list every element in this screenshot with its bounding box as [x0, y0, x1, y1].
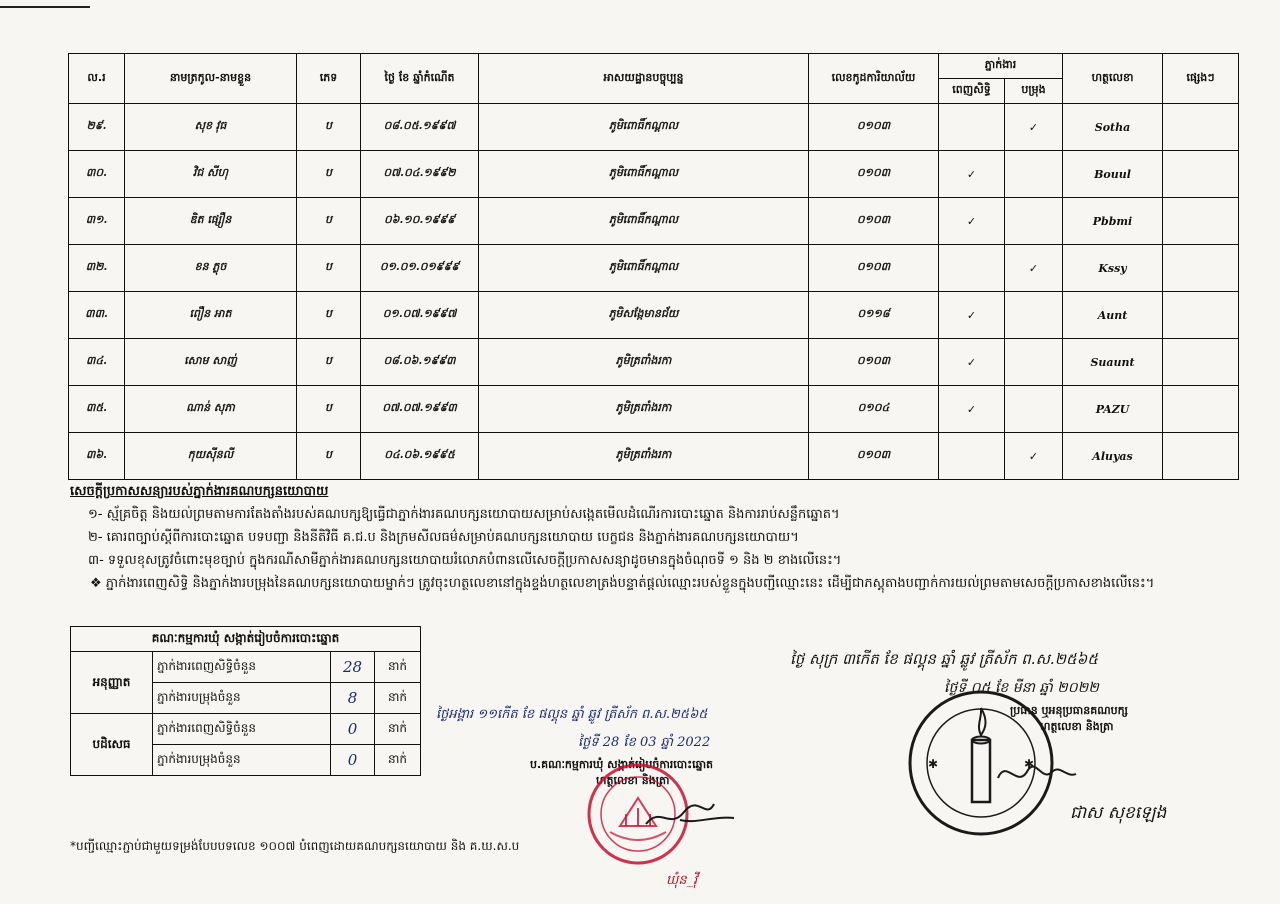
cell-sex: ប [297, 198, 361, 245]
agent-list-table [68, 53, 1239, 480]
reserve-agents-label: ភ្នាក់ងារបម្រុងចំនួន [153, 683, 331, 714]
cell-signature: Sotha [1063, 104, 1163, 151]
party-sign-subtitle: ហត្ថលេខា និងត្រា [1040, 720, 1114, 733]
cell-remark [1163, 198, 1239, 245]
reserve-agents-label: ភ្នាក់ងារបម្រុងចំនួន [153, 745, 331, 776]
party-lunar-date: ថ្ងៃ សុក្រ ៣កើត ខែ ផល្គុន ឆ្នាំ ឆ្លូវ ត្រីស័ក ព.ស.២៥៦៥ [790, 650, 1098, 668]
table-row [69, 292, 1239, 339]
table-row [69, 104, 1239, 151]
approved-main-count: 28 [331, 652, 375, 683]
cell-reserve-agent-check [1005, 386, 1063, 433]
notes-item: ២- គោរពច្បាប់ស្ដីពីការបោះឆ្នោត បទបញ្ជា និងនីតិវិធី គ.ជ.ប និងក្រមសីលធម៌សម្រាប់គណបក្សនយោបាយ បេក្ខជន និងភ្នាក់ងារគណបក្សនយោបាយ។ [88, 530, 799, 545]
cell-dob: ០៨.០៥.១៩៩៧ [361, 104, 479, 151]
cell-name: កុយសុីនលី [125, 433, 297, 480]
cell-no: ៣០. [69, 151, 125, 198]
cell-dob: ០១.០៧.១៩៩៧ [361, 292, 479, 339]
cell-office-code: ០១០៤ [809, 386, 939, 433]
table-row [69, 339, 1239, 386]
commission-signer-name: ឃុំន_វុី [666, 873, 698, 888]
cell-dob: ០១.០១.០១៩៩៩ [361, 245, 479, 292]
cell-main-agent-check: ✓ [939, 198, 1005, 245]
table-row [69, 151, 1239, 198]
cell-no: ៣១. [69, 198, 125, 245]
cell-remark [1163, 433, 1239, 480]
cell-remark [1163, 339, 1239, 386]
cell-reserve-agent-check [1005, 198, 1063, 245]
approved-label: អនុញ្ញាត [71, 652, 153, 714]
cell-office-code: ០១០៣ [809, 151, 939, 198]
header-name: នាមត្រកូល-នាមខ្លួន [125, 54, 297, 104]
cell-name: ខន ភ្លុច [125, 245, 297, 292]
cell-office-code: ០១០៣ [809, 433, 939, 480]
unit-label: នាក់ [375, 714, 421, 745]
cell-office-code: ០១១៨ [809, 292, 939, 339]
cell-reserve-agent-check [1005, 292, 1063, 339]
approved-reserve-count: 8 [331, 683, 375, 714]
cell-office-code: ០១០៣ [809, 339, 939, 386]
cell-reserve-agent-check: ✓ [1005, 433, 1063, 480]
cell-main-agent-check [939, 104, 1005, 151]
cell-main-agent-check: ✓ [939, 292, 1005, 339]
header-signature: ហត្ថលេខា [1063, 54, 1163, 104]
svg-text:✱: ✱ [1024, 757, 1035, 771]
rejected-main-count: 0 [331, 714, 375, 745]
cell-signature: Bouul [1063, 151, 1163, 198]
cell-address: ភូមិត្រពាំងរកា [479, 339, 809, 386]
cell-sex: ប [297, 104, 361, 151]
cell-dob: ០៧.០៧.១៩៩៣ [361, 386, 479, 433]
cell-signature: Aluyas [1063, 433, 1163, 480]
cell-remark [1163, 245, 1239, 292]
cell-reserve-agent-check: ✓ [1005, 104, 1063, 151]
table-row [69, 245, 1239, 292]
cell-main-agent-check [939, 433, 1005, 480]
header-address: អាសយដ្ឋានបច្ចុប្បន្ន [479, 54, 809, 104]
cell-office-code: ០១០៣ [809, 104, 939, 151]
main-agents-label: ភ្នាក់ងារពេញសិទ្ធិចំនួន [153, 714, 331, 745]
cell-signature: Pbbmi [1063, 198, 1163, 245]
cell-remark [1163, 151, 1239, 198]
cell-office-code: ០១០៣ [809, 198, 939, 245]
cell-no: ៣៣. [69, 292, 125, 339]
cell-address: ភូមិសង្កែមានជ័យ [479, 292, 809, 339]
unit-label: នាក់ [375, 652, 421, 683]
commission-lunar-date: ថ្ងៃអង្គារ ១១កើត ខែ ផល្គុន ឆ្នាំ ឆ្លូវ ត្រីស័ក ព.ស.២៥៦៥ [436, 707, 708, 722]
commission-signature [640, 790, 740, 840]
cell-signature: Kssy [1063, 245, 1163, 292]
notes-bullet-text: ភ្នាក់ងារពេញសិទ្ធិ និងភ្នាក់ងារបម្រុងនៃគណបក្សនយោបាយម្នាក់ៗ ត្រូវចុះហត្ថលេខានៅក្នុងខ្ទង់ហត្ថលេខាត្រង់បន្ទាត់ផ្ដល់ឈ្មោះរបស់ខ្លួនក្នុងបញ្ជីឈ្មោះនេះ ដើម្បីជាភស្ដុតាងបញ្ជាក់ការយល់ព្រមតាមសេចក្ដីប្រកាសខាងលើនេះ។ [105, 576, 1155, 591]
commission-solar-date: ថ្ងៃទី 28 ខែ 03 ឆ្នាំ 2022 [578, 735, 711, 750]
header-dob: ថ្ងៃ ខែ ឆ្នាំកំណើត [361, 54, 479, 104]
table-row [69, 386, 1239, 433]
cell-main-agent-check: ✓ [939, 386, 1005, 433]
table-row [69, 198, 1239, 245]
footer-note: *បញ្ជីឈ្មោះភ្ជាប់ជាមួយទម្រង់បែបបទលេខ ១០០៧ បំពេញដោយគណបក្សនយោបាយ និង គ.ឃ.ស.ប [70, 839, 520, 853]
party-signer-name: ជាស សុខឡេង [1070, 803, 1167, 823]
cell-no: ២៩. [69, 104, 125, 151]
table-row [69, 433, 1239, 480]
cell-reserve-agent-check [1005, 339, 1063, 386]
page-edge [0, 0, 90, 8]
header-agent: ភ្នាក់ងារ [939, 54, 1063, 79]
commission-sign-subtitle: ហត្ថលេខា និងត្រា [596, 774, 670, 787]
cell-no: ៣៦. [69, 433, 125, 480]
commission-table [70, 626, 421, 776]
cell-sex: ប [297, 245, 361, 292]
cell-address: ភូមិពោធិ៍កណ្ដាល [479, 245, 809, 292]
cell-name: ឌិត ផ្សឿន [125, 198, 297, 245]
cell-sex: ប [297, 433, 361, 480]
party-sign-title: ប្រធាន ឬអនុប្រធានគណបក្ស [1010, 704, 1128, 717]
cell-no: ៣២. [69, 245, 125, 292]
cell-name: សោម សាញ់ [125, 339, 297, 386]
cell-name: សុខ វុធ [125, 104, 297, 151]
cell-signature: Aunt [1063, 292, 1163, 339]
notes-item: ៣- ទទួលខុសត្រូវចំពោះមុខច្បាប់ ក្នុងករណីសាមីភ្នាក់ងារគណបក្សនយោបាយរំលោភបំពានលើសេចក្ដីប្រកាសសន្យាដូចមានក្នុងចំណុចទី ១ និង ២ ខាងលើនេះ។ [88, 553, 842, 568]
cell-main-agent-check: ✓ [939, 339, 1005, 386]
cell-remark [1163, 292, 1239, 339]
notes-bullet-block [70, 572, 1240, 595]
svg-text:✱: ✱ [928, 757, 939, 771]
cell-signature: Suaunt [1063, 339, 1163, 386]
header-sex: ភេទ [297, 54, 361, 104]
header-agent-reserve: បម្រុង [1005, 79, 1063, 104]
cell-name: ពឿន អាត [125, 292, 297, 339]
cell-sex: ប [297, 151, 361, 198]
unit-label: នាក់ [375, 683, 421, 714]
cell-no: ៣៥. [69, 386, 125, 433]
cell-address: ភូមិពោធិ៍កណ្ដាល [479, 198, 809, 245]
header-remark: ផ្សេងៗ [1163, 54, 1239, 104]
cell-address: ភូមិពោធិ៍កណ្ដាល [479, 104, 809, 151]
rejected-reserve-count: 0 [331, 745, 375, 776]
party-signature [990, 752, 1080, 794]
cell-remark [1163, 104, 1239, 151]
rejected-label: បដិសេធ [71, 714, 153, 776]
party-solar-date: ថ្ងៃទី ០៥ ខែ មីនា ឆ្នាំ ២០២២ [944, 680, 1099, 696]
cell-sex: ប [297, 292, 361, 339]
declaration-notes [70, 480, 1240, 595]
table-body [69, 104, 1239, 480]
notes-heading: សេចក្ដីប្រកាសសន្យារបស់ភ្នាក់ងារគណបក្សនយោបាយ [70, 484, 329, 499]
cell-name: វិជ សីហុ [125, 151, 297, 198]
bullet-icon: ❖ [90, 576, 102, 591]
cell-signature: PAZU [1063, 386, 1163, 433]
cell-sex: ប [297, 339, 361, 386]
commission-sign-title: ប.គណៈកម្មការឃុំ សង្កាត់រៀបចំការបោះឆ្នោត [530, 758, 714, 771]
cell-no: ៣៤. [69, 339, 125, 386]
notes-item: ១- ស្ម័គ្រចិត្ត និងយល់ព្រមតាមការតែងតាំងរបស់គណបក្សឱ្យធ្វើជាភ្នាក់ងារគណបក្សនយោបាយសម្រាប់សង្កេតមើលដំណើរការបោះឆ្នោត និងការរាប់សន្លឹកឆ្នោត។ [88, 507, 840, 522]
cell-address: ភូមិត្រពាំងរកា [479, 433, 809, 480]
header-agent-main: ពេញសិទ្ធិ [939, 79, 1005, 104]
cell-main-agent-check: ✓ [939, 151, 1005, 198]
header-office-code: លេខកូដការិយាល័យ [809, 54, 939, 104]
cell-sex: ប [297, 386, 361, 433]
cell-dob: ០៦.១០.១៩៩៩ [361, 198, 479, 245]
cell-dob: ០៧.០៤.១៩៩២ [361, 151, 479, 198]
cell-address: ភូមិត្រពាំងរកា [479, 386, 809, 433]
cell-reserve-agent-check: ✓ [1005, 245, 1063, 292]
main-agents-label: ភ្នាក់ងារពេញសិទ្ធិចំនួន [153, 652, 331, 683]
cell-remark [1163, 386, 1239, 433]
unit-label: នាក់ [375, 745, 421, 776]
cell-dob: ០៨.០៦.១៩៩៣ [361, 339, 479, 386]
cell-office-code: ០១០៣ [809, 245, 939, 292]
cell-address: ភូមិពោធិ៍កណ្ដាល [479, 151, 809, 198]
header-no: ល.រ [69, 54, 125, 104]
commission-title: គណៈកម្មការឃុំ សង្កាត់រៀបចំការបោះឆ្នោត [71, 627, 421, 652]
cell-dob: ០៤.០៦.១៩៩៥ [361, 433, 479, 480]
cell-main-agent-check [939, 245, 1005, 292]
cell-name: ណាន់ សុភា [125, 386, 297, 433]
cell-reserve-agent-check [1005, 151, 1063, 198]
